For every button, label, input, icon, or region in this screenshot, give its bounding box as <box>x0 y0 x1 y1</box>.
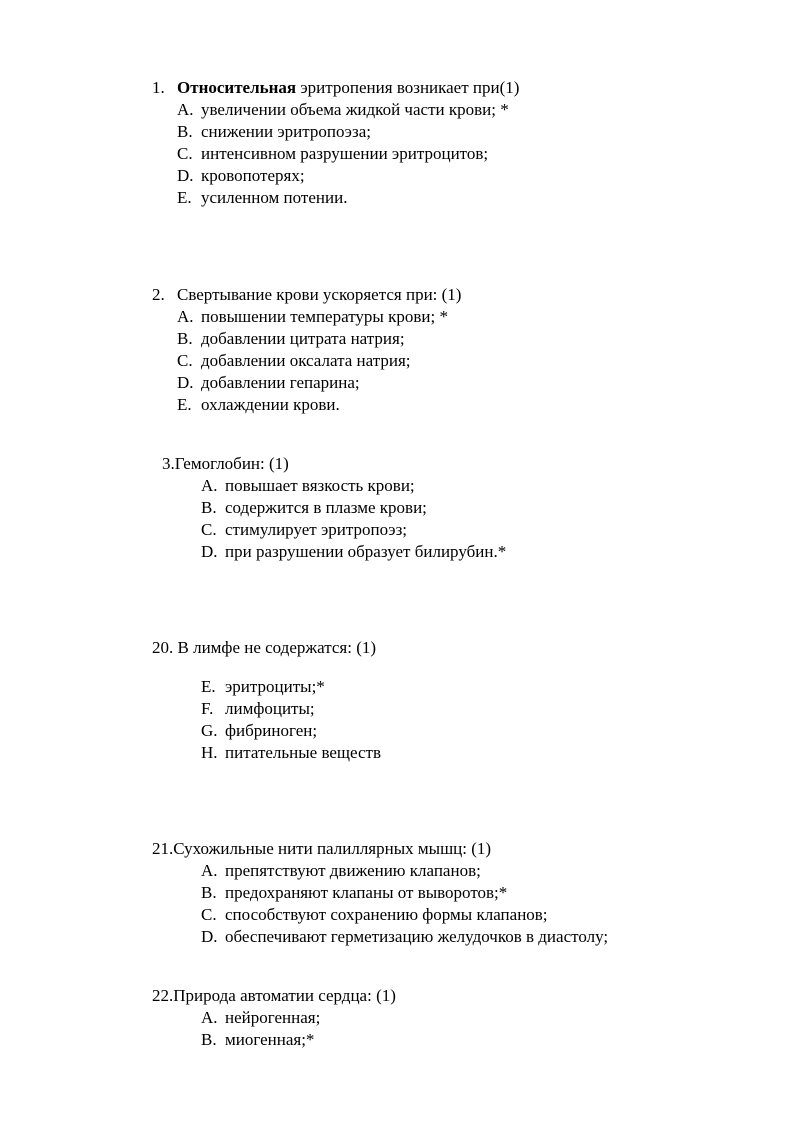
option-item <box>177 394 340 416</box>
option-letter: C. <box>201 520 217 539</box>
option-text: снижении эритропоэза; <box>201 122 371 141</box>
option-item <box>177 372 360 394</box>
option-letter: E. <box>201 677 216 696</box>
question-title-bold: Относительная <box>177 78 297 97</box>
question-number: 2. <box>152 285 165 304</box>
option-item <box>177 306 448 328</box>
option-text: повышении температуры крови; * <box>201 307 448 326</box>
option-text: миогенная;* <box>225 1030 315 1049</box>
option-text: охлаждении крови. <box>201 395 340 414</box>
option-letter: B. <box>201 498 217 517</box>
option-letter: B. <box>201 883 217 902</box>
option-item <box>177 165 305 187</box>
option-item <box>201 926 608 948</box>
option-item <box>177 121 371 143</box>
option-text: увеличении объема жидкой части крови; * <box>201 100 509 119</box>
option-text: кровопотерях; <box>201 166 305 185</box>
question-number: 1. <box>152 78 165 97</box>
option-text: стимулирует эритропоэз; <box>225 520 408 539</box>
option-text: нейрогенная; <box>225 1008 321 1027</box>
option-item <box>177 143 488 165</box>
option-letter: D. <box>177 373 194 392</box>
option-item <box>201 904 548 926</box>
question-title-text: 20. В лимфе не содержатся: (1) <box>152 638 377 657</box>
option-letter: D. <box>201 927 218 946</box>
option-text: усиленном потении. <box>201 188 348 207</box>
question-1-title <box>152 77 519 99</box>
option-text: способствуют сохранению формы клапанов; <box>225 905 548 924</box>
option-item <box>201 519 407 541</box>
question-title-text: 21.Сухожильные нити палиллярных мышц: (1) <box>152 839 492 858</box>
option-item <box>201 698 315 720</box>
question-22-title <box>152 985 396 1007</box>
option-item <box>201 720 317 742</box>
option-letter: A. <box>201 476 218 495</box>
option-letter: D. <box>201 542 218 561</box>
question-21-title <box>152 838 491 860</box>
option-letter: C. <box>177 144 193 163</box>
option-letter: G. <box>201 721 218 740</box>
option-item <box>201 475 415 497</box>
option-letter: A. <box>201 1008 218 1027</box>
option-text: повышает вязкость крови; <box>225 476 415 495</box>
option-item <box>201 497 427 519</box>
option-text: интенсивном разрушении эритроцитов; <box>201 144 489 163</box>
option-letter: H. <box>201 743 218 762</box>
option-letter: E. <box>177 188 192 207</box>
question-title-text: эритропения возникает при(1) <box>296 78 520 97</box>
option-item <box>177 187 347 209</box>
option-item <box>201 676 325 698</box>
option-text: предохраняют клапаны от выворотов;* <box>225 883 508 902</box>
question-3-title <box>162 453 289 475</box>
option-text: лимфоциты; <box>225 699 315 718</box>
option-text: препятствуют движению клапанов; <box>225 861 481 880</box>
option-item <box>201 1007 320 1029</box>
option-letter: A. <box>177 307 194 326</box>
option-item <box>177 328 405 350</box>
option-item <box>177 99 509 121</box>
option-letter: C. <box>201 905 217 924</box>
option-text: питательные веществ <box>225 743 381 762</box>
question-title-text: Свертывание крови ускоряется при: (1) <box>177 285 462 304</box>
question-2-title <box>152 284 461 306</box>
option-item <box>177 350 411 372</box>
option-letter: B. <box>201 1030 217 1049</box>
option-text: содержится в плазме крови; <box>225 498 427 517</box>
option-text: обеспечивают герметизацию желудочков в диастолу; <box>225 927 609 946</box>
option-item <box>201 860 481 882</box>
option-letter: B. <box>177 329 193 348</box>
option-text: добавлении оксалата натрия; <box>201 351 411 370</box>
question-20-title <box>152 637 376 659</box>
option-letter: F. <box>201 699 214 718</box>
option-text: эритроциты;* <box>225 677 325 696</box>
option-letter: C. <box>177 351 193 370</box>
option-text: фибриноген; <box>225 721 318 740</box>
question-title-text: 22.Природа автоматии сердца: (1) <box>152 986 396 1005</box>
option-letter: D. <box>177 166 194 185</box>
option-text: при разрушении образует билирубин.* <box>225 542 507 561</box>
option-letter: A. <box>201 861 218 880</box>
option-letter: B. <box>177 122 193 141</box>
option-letter: E. <box>177 395 192 414</box>
option-letter: A. <box>177 100 194 119</box>
option-item <box>201 541 506 563</box>
option-item <box>201 882 507 904</box>
question-title-text: 3.Гемоглобин: (1) <box>162 454 289 473</box>
option-text: добавлении гепарина; <box>201 373 360 392</box>
option-text: добавлении цитрата натрия; <box>201 329 405 348</box>
option-item <box>201 742 381 764</box>
option-item <box>201 1029 314 1051</box>
